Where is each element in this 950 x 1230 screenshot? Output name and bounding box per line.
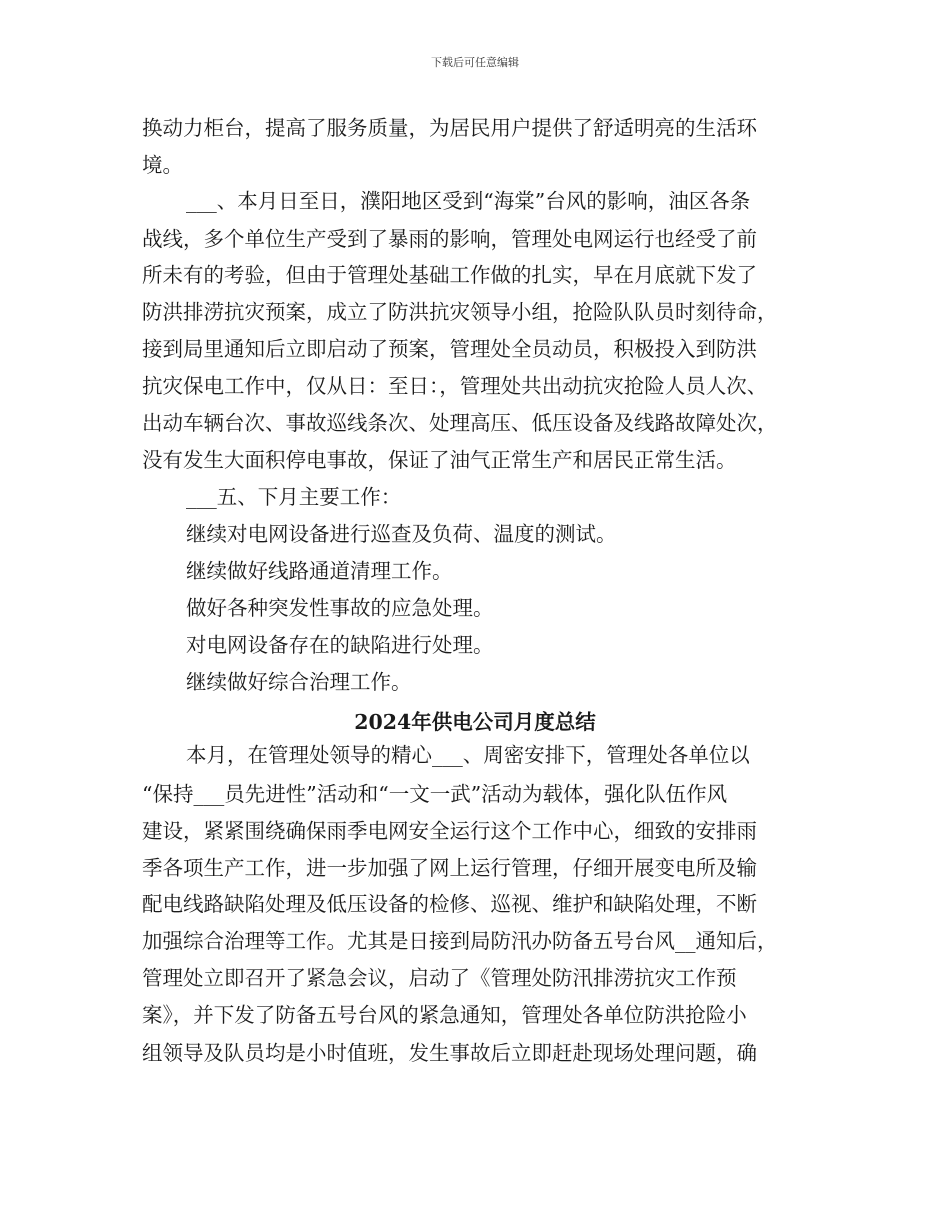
body-line: 季各项生产工作，进一步加强了网上运行管理，仔细开展变电所及输 [142,856,757,880]
body-line: “保持___员先进性”活动和“一文一武”活动为载体，强化队伍作风 [142,782,728,806]
body-line: 战线，多个单位生产受到了暴雨的影响，管理处电网运行也经受了前 [142,227,757,251]
body-line: 加强综合治理等工作。尤其是日接到局防汛办防备五号台风__通知后， [142,929,778,953]
body-line: 抗灾保电工作中，仅从日：至日：，管理处共出动抗灾抢险人员人次、 [142,374,768,398]
body-line: 本月，在管理处领导的精心___、周密安排下，管理处各单位以 [186,743,750,767]
body-line: 建设，紧紧围绕确保雨季电网安全运行这个工作中心，细致的安排雨 [142,819,757,843]
list-item: 对电网设备存在的缺陷进行处理。 [186,633,494,657]
body-line: 境。 [142,153,183,177]
body-line: 管理处立即召开了紧急会议，启动了《管理处防汛排涝抗灾工作预 [142,966,737,990]
body-line: 换动力柜台，提高了服务质量，为居民用户提供了舒适明亮的生活环 [142,116,757,140]
body-line: 组领导及队员均是小时值班，发生事故后立即赶赴现场处理问题，确 [142,1041,757,1065]
list-item: 继续对电网设备进行巡查及负荷、温度的测试。 [186,522,617,546]
body-line: 接到局里通知后立即启动了预案，管理处全员动员，积极投入到防洪 [142,337,757,361]
body-line: 没有发生大面积停电事故，保证了油气正常生产和居民正常生活。 [142,448,737,472]
body-line: 防洪排涝抗灾预案，成立了防洪抗灾领导小组，抢险队队员时刻待命， [142,300,778,324]
page-header: 下载后可任意编辑 [431,56,519,69]
list-item: 做好各种突发性事故的应急处理。 [186,596,494,620]
body-line: ___、本月日至日，濮阳地区受到“海棠”台风的影响，油区各条 [186,189,751,213]
list-item: 继续做好线路通道清理工作。 [186,559,453,583]
list-item: 继续做好综合治理工作。 [186,670,412,694]
section-heading: ___五、下月主要工作： [186,485,402,509]
body-line: 案》，并下发了防备五号台风的紧急通知，管理处各单位防洪抢险小 [142,1003,747,1027]
body-line: 出动车辆台次、事故巡线条次、处理高压、低压设备及线路故障处次， [142,411,778,435]
document-title: 2024年供电公司月度总结 [354,710,596,734]
body-line: 所未有的考验，但由于管理处基础工作做的扎实，早在月底就下发了 [142,263,757,287]
body-line: 配电线路缺陷处理及低压设备的检修、巡视、维护和缺陷处理，不断 [142,892,757,916]
